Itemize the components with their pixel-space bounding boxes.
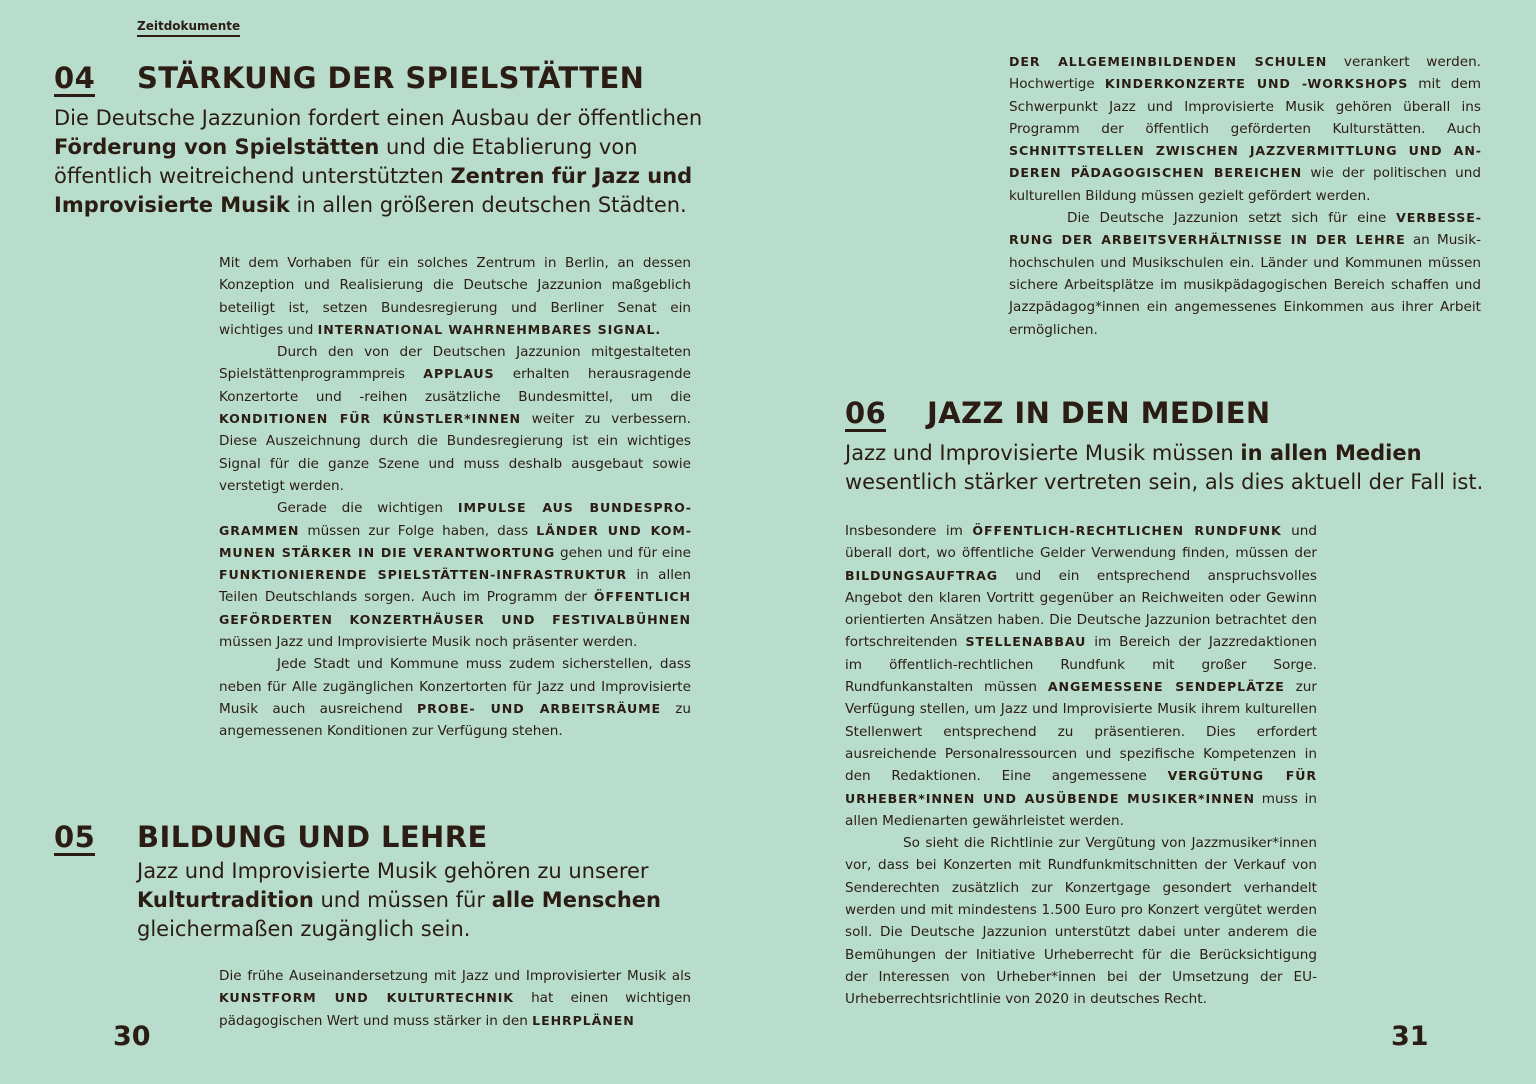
- section-06-title: JAZZ IN DEN MEDIEN: [927, 396, 1271, 430]
- caps-emphasis: BILDUNGSAUFTRAG: [845, 567, 998, 583]
- caps-emphasis: KINDERKONZERTE UND -WORKSHOPS: [1104, 76, 1409, 92]
- text-run: hat einen wichtigen pädagogischen Wert und muss stärker in den: [219, 990, 691, 1029]
- emphasis: in allen Medien: [1240, 441, 1422, 465]
- paragraph: [219, 252, 691, 341]
- text-run: Jazz und Improvisierte Musik gehören zu unserer: [137, 859, 649, 883]
- text-run: muss in allen Medienarten gewährleistet werden.: [845, 790, 1317, 829]
- caps-emphasis: ANGEMESSENE SENDEPLÄTZE: [1047, 679, 1285, 695]
- caps-emphasis: KONDITIONEN FÜR KÜNSTLER*INNEN: [219, 411, 521, 427]
- text-run: weiter zu verbessern. Diese Auszeichnung durch die Bundesregierung ist ein wichtiges Signal für die ganze Szene und muss deshalb ausgebaut sowie verstetigt werden.: [219, 411, 691, 494]
- text-run: an Musikhochschulen und Musikschulen ein. Länder und Kommunen müssen sichere Arbeitsplätze im musikpädagogischen Bereich schaffen und Jazzpädagog*innen ein angemessenes Einkommen aus ihrer Arbeit ermöglichen.: [1009, 232, 1481, 338]
- caps-emphasis: ÖFFENTLICH-RECHTLICHEN RUNDFUNK: [972, 523, 1282, 538]
- section-04-body: [219, 252, 691, 743]
- section-05-lead: [137, 857, 697, 944]
- text-run: verankert werden. Hochwertige: [1009, 54, 1482, 93]
- section-05-body: [219, 965, 691, 1032]
- section-06-body: [845, 520, 1317, 1011]
- text-run: Insbesondere im: [845, 523, 973, 539]
- paragraph: [219, 653, 691, 742]
- section-04-lead: [54, 104, 704, 220]
- caps-emphasis: DER ALLGEMEINBILDENDEN SCHULEN: [1009, 54, 1328, 69]
- text-run: Mit dem Vorhaben für ein solches Zentrum in Berlin, an dessen Konzeption und Realisierung die Deutsche Jazzunion maßgeblich beteiligt ist, setzen Bundesregierung und Berliner Senat ein wichtiges und: [219, 255, 691, 338]
- text-run: Jazz und Improvisierte Musik müssen: [845, 441, 1241, 465]
- text-run: erhalten herausragende Konzertorte und -reihen zusätzliche Bundesmittel, um die: [219, 366, 691, 405]
- section-05-continuation: [1009, 51, 1481, 341]
- text-run: im Bereich der Jazzredaktionen im öffentlich-rechtlichen Rundfunk mit großer Sorge. Rundfunkanstalten müssen: [845, 634, 1317, 696]
- emphasis: alle Menschen: [491, 888, 661, 912]
- paragraph: [1009, 51, 1481, 207]
- text-run: gleichermaßen zugänglich sein.: [137, 917, 471, 941]
- caps-emphasis: STELLENABBAU: [965, 634, 1087, 650]
- paragraph: [219, 965, 691, 1032]
- running-header: Zeitdokumente: [137, 19, 240, 37]
- text-run: und müssen für: [313, 888, 492, 912]
- paragraph: [219, 497, 691, 653]
- text-run: in allen Teilen Deutschlands sorgen. Auch im Programm der: [219, 567, 691, 606]
- text-run: zur Verfügung stellen, um Jazz und Improvisierte Musik ihrem kulturellen Stellenwert entsprechend zu präsentieren. Dies erfordert ausreichende Personalressourcen und spezifische Kompetenzen in den Redaktionen. Eine angemessene: [845, 679, 1318, 785]
- text-run: Die Deutsche Jazzunion setzt sich für eine: [1067, 210, 1397, 227]
- text-run: müssen Jazz und Improvisierte Musik noch präsenter werden.: [219, 634, 638, 651]
- section-06-lead: [845, 439, 1485, 497]
- caps-emphasis: IMPULSE AUS BUNDESPROGRAMMEN: [219, 500, 691, 538]
- caps-emphasis: KUNSTFORM UND KULTURTECHNIK: [219, 990, 514, 1006]
- text-run: wie der politischen und kulturellen Bildung müssen gezielt gefördert werden.: [1009, 165, 1481, 204]
- text-run: gehen und für eine: [555, 544, 691, 561]
- section-05-number: 05: [54, 820, 96, 854]
- text-run: Die Deutsche Jazzunion fordert einen Ausbau der öffentlichen: [54, 106, 703, 130]
- paragraph: [1009, 207, 1481, 341]
- caps-emphasis: INTERNATIONAL WAHRNEHMBARES SIGNAL.: [317, 321, 662, 337]
- emphasis: Zentren für Jazz und Improvisierte Musik: [54, 164, 693, 217]
- section-04-number: 04: [54, 61, 96, 95]
- text-run: und überall dort, wo öffentliche Gelder Verwendung finden, müssen der: [845, 523, 1317, 562]
- caps-emphasis: SCHNITTSTELLEN ZWISCHEN JAZZVERMITTLUNG UND ANDEREN PÄDAGOGISCHEN BEREICHEN: [1009, 143, 1481, 181]
- text-run: wesentlich stärker vertreten sein, als dies aktuell der Fall ist.: [845, 470, 1484, 494]
- emphasis: Kulturtradition: [137, 888, 314, 912]
- text-run: müssen zur Folge haben, dass: [299, 522, 537, 539]
- section-04-title: STÄRKUNG DER SPIELSTÄTTEN: [137, 61, 645, 95]
- text-run: Gerade die wichtigen: [277, 500, 458, 517]
- text-run: Durch den von der Deutschen Jazzunion mitgestalteten Spielstättenprogrammpreis: [219, 344, 691, 383]
- text-run: in allen größeren deutschen Städten.: [289, 193, 687, 217]
- emphasis: Förderung von Spielstätten: [54, 135, 380, 159]
- paragraph: [845, 832, 1317, 1010]
- caps-emphasis: VERBESSERUNG DER ARBEITSVERHÄLTNISSE IN DER LEHRE: [1009, 210, 1481, 248]
- paragraph: [845, 520, 1317, 832]
- text-run: und ein entsprechend anspruchsvolles Angebot den klaren Vortritt gegenüber an Reichweiten oder Gewinn orientierten Ansätzen haben. Die Deutsche Jazzunion betrachtet den fortschreitenden: [845, 567, 1317, 651]
- page-number-left: 30: [113, 1021, 151, 1052]
- text-run: So sieht die Richtlinie zur Vergütung von Jazzmusiker*innen vor, dass bei Konzerten mit Rundfunkmitschnitten der Verkauf von Senderechten zusätzlich zur Konzertgage gesondert verhandelt werden und mit mindestens 1.500 Euro pro Konzert vergütet werden soll. Die Deutsche Jazzunion unterstützt dabei unter anderem die Bemühungen der Initiative Urheberrecht für die Berücksichtigung der Interessen von Urheber*innen bei der Umsetzung der EU-Urheberrechtsrichtlinie von 2020 in deutsches Recht.: [845, 835, 1317, 1008]
- caps-emphasis: APPLAUS: [423, 366, 495, 382]
- caps-emphasis: PROBE- UND ARBEITSRÄUME: [417, 700, 661, 716]
- caps-emphasis: LÄNDER UND KOMMUNEN STÄRKER IN DIE VERANTWORTUNG: [219, 522, 691, 560]
- section-06-number: 06: [845, 396, 887, 430]
- text-run: Jede Stadt und Kommune muss zudem sicherstellen, dass neben für Alle zugänglichen Konzertorten für Jazz und Improvisierte Musik auch ausreichend: [219, 656, 691, 717]
- paragraph: [219, 341, 691, 497]
- caps-emphasis: FUNKTIONIERENDE SPIELSTÄTTEN-INFRASTRUKTUR: [219, 567, 628, 583]
- section-05-title: BILDUNG UND LEHRE: [137, 820, 488, 854]
- caps-emphasis: LEHRPLÄNEN: [532, 1012, 635, 1028]
- page-number-right: 31: [1391, 1021, 1429, 1052]
- caps-emphasis: VERGÜTUNG FÜR URHEBER*INNEN UND AUSÜBENDE MUSIKER*INNEN: [845, 768, 1317, 806]
- text-run: zu angemessenen Konditionen zur Verfügung stehen.: [219, 700, 691, 740]
- caps-emphasis: ÖFFENTLICH GEFÖRDERTEN KONZERTHÄUSER UND FESTIVALBÜHNEN: [219, 589, 691, 627]
- text-run: mit dem Schwerpunkt Jazz und Improvisierte Musik gehören überall ins Programm der öffentlich geförderten Kulturstätten. Auch: [1009, 76, 1481, 137]
- text-run: Die frühe Auseinandersetzung mit Jazz und Improvisierter Musik als: [219, 968, 691, 984]
- text-run: und die Etablierung von öffentlich weitreichend unterstützten: [54, 135, 638, 188]
